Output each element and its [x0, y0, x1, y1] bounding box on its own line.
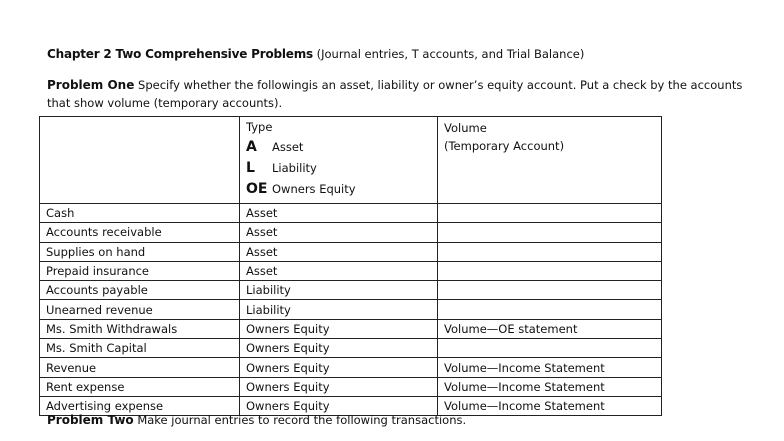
type-header: Type — [246, 120, 273, 134]
account-name-cell: Advertising expense — [40, 396, 240, 415]
problem-one-text: Specify whether the followingis an asset, liability or owner’s equity account. Put a check by the accounts that show volume (temporary accounts). — [47, 78, 743, 110]
account-volume-cell: Volume—Income Statement — [438, 396, 662, 415]
document-title — [47, 46, 584, 62]
account-volume-cell — [438, 204, 662, 223]
account-type-cell: Asset — [240, 204, 438, 223]
account-name-cell: Accounts payable — [40, 281, 240, 300]
account-type-cell: Asset — [240, 223, 438, 242]
legend-owners-equity — [246, 179, 437, 200]
table-row — [40, 281, 662, 300]
legend-word-liability: Liability — [272, 161, 317, 175]
volume-header: Volume — [444, 121, 487, 135]
legend-word-asset: Asset — [272, 140, 304, 154]
problem-two-label: Problem Two — [47, 413, 134, 427]
account-volume-cell: Volume—Income Statement — [438, 358, 662, 377]
legend-liability — [246, 158, 437, 179]
problem-two-text: Make journal entries to record the following transactions. — [133, 413, 467, 427]
table-header-row — [40, 117, 662, 204]
account-volume-cell — [438, 242, 662, 261]
account-type-cell: Liability — [240, 281, 438, 300]
account-name-cell: Unearned revenue — [40, 300, 240, 319]
account-name-cell: Supplies on hand — [40, 242, 240, 261]
type-header-cell — [240, 117, 438, 204]
account-name-cell: Cash — [40, 204, 240, 223]
account-type-cell: Owners Equity — [240, 377, 438, 396]
account-volume-cell — [438, 300, 662, 319]
account-volume-cell: Volume—OE statement — [438, 319, 662, 338]
legend-letter-oe: OE — [246, 181, 268, 197]
table-row — [40, 223, 662, 242]
title-main: Chapter 2 Two Comprehensive Problems — [47, 47, 313, 61]
table-row — [40, 300, 662, 319]
account-volume-cell — [438, 281, 662, 300]
account-volume-cell — [438, 339, 662, 358]
table-row — [40, 358, 662, 377]
table-row — [40, 204, 662, 223]
account-name-cell: Revenue — [40, 358, 240, 377]
account-name-cell: Accounts receivable — [40, 223, 240, 242]
account-type-cell: Asset — [240, 261, 438, 280]
account-name-cell: Prepaid insurance — [40, 261, 240, 280]
legend-letter-a: A — [246, 139, 257, 155]
table-row — [40, 319, 662, 338]
account-type-cell: Owners Equity — [240, 358, 438, 377]
table-row — [40, 261, 662, 280]
table-row — [40, 377, 662, 396]
account-volume-cell: Volume—Income Statement — [438, 377, 662, 396]
title-subtitle: (Journal entries, T accounts, and Trial Balance) — [312, 47, 585, 61]
problem-one-instructions — [47, 76, 747, 112]
account-type-cell: Owners Equity — [240, 319, 438, 338]
problem-two-instructions — [47, 412, 466, 428]
account-name-cell: Ms. Smith Capital — [40, 339, 240, 358]
account-type-cell: Liability — [240, 300, 438, 319]
legend-word-owners-equity: Owners Equity — [272, 182, 356, 196]
account-name-cell: Rent expense — [40, 377, 240, 396]
volume-header-sub: (Temporary Account) — [444, 139, 565, 153]
account-type-cell: Asset — [240, 242, 438, 261]
account-name-cell: Ms. Smith Withdrawals — [40, 319, 240, 338]
legend-asset — [246, 137, 437, 158]
problem-one-label: Problem One — [47, 78, 135, 92]
account-volume-cell — [438, 223, 662, 242]
account-type-cell: Owners Equity — [240, 396, 438, 415]
legend-letter-l: L — [246, 160, 255, 176]
accounts-table — [39, 116, 662, 416]
header-blank-cell — [40, 117, 240, 204]
account-volume-cell — [438, 261, 662, 280]
volume-header-cell — [438, 117, 662, 204]
table-row — [40, 339, 662, 358]
table-row — [40, 242, 662, 261]
account-type-cell: Owners Equity — [240, 339, 438, 358]
